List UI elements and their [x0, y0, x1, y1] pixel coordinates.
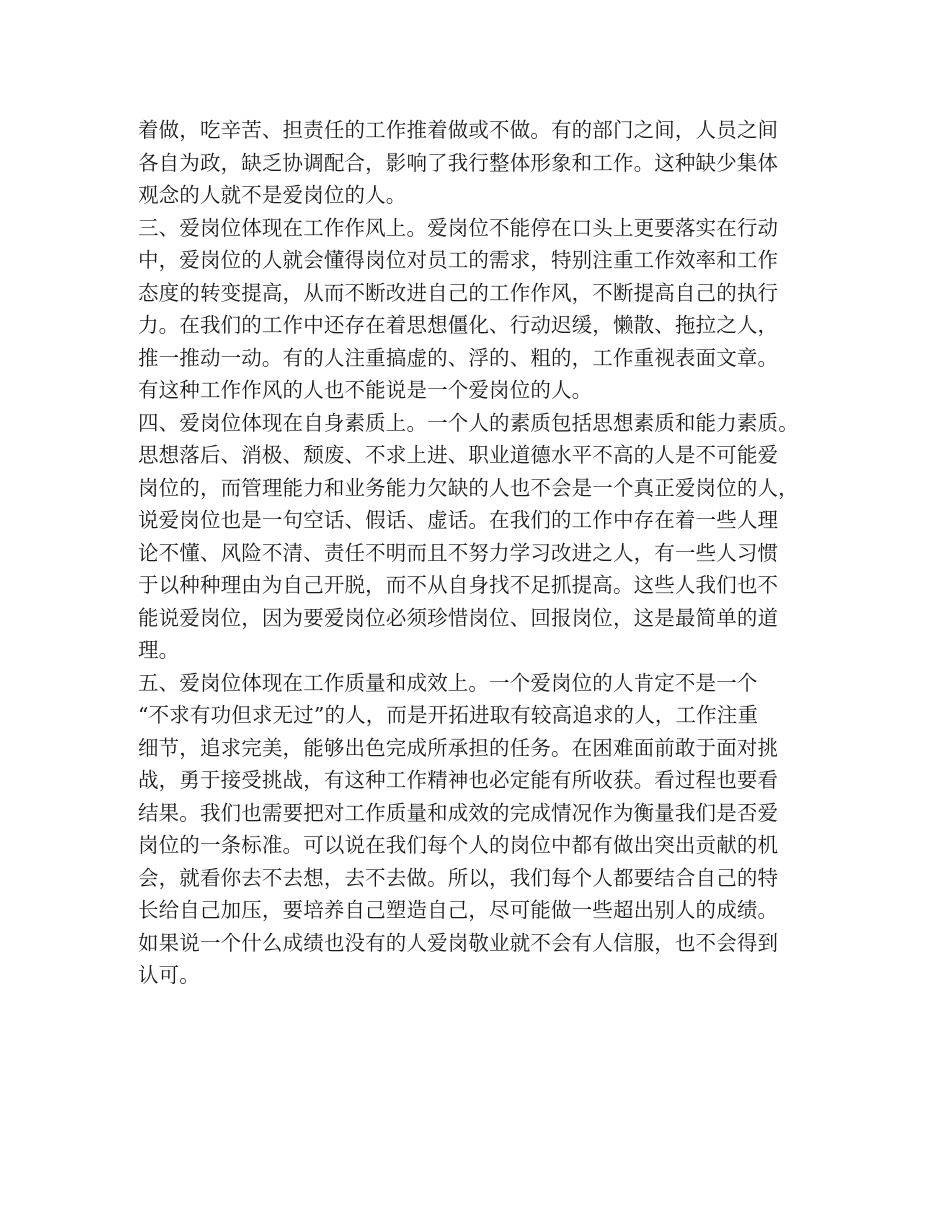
text-line: 岗位的一条标准。可以说在我们每个人的岗位中都有做出突出贡献的机: [138, 833, 779, 857]
text-line: 着做，吃辛苦、担责任的工作推着做或不做。有的部门之间，人员之间: [138, 118, 779, 142]
text-line: 认可。: [138, 963, 200, 987]
text-line: 理。: [138, 638, 180, 662]
text-line: 于以种种理由为自己开脱，而不从自身找不足抓提高。这些人我们也不: [138, 573, 779, 597]
text-line: 力。在我们的工作中还存在着思想僵化、行动迟缓，懒散、拖拉之人，: [138, 313, 779, 337]
text-line: 岗位的，而管理能力和业务能力欠缺的人也不会是一个真正爱岗位的人，: [138, 475, 799, 500]
text-line: 战，勇于接受挑战，有这种工作精神也必定能有所收获。看过程也要看: [138, 768, 779, 792]
text-line: 会，就看你去不去想，去不去做。所以，我们每个人都要结合自己的特: [138, 865, 779, 890]
text-line: 说爱岗位也是一句空话、假话、虚话。在我们的工作中存在着一些人理: [138, 508, 779, 532]
text-line: 细节，追求完美，能够出色完成所承担的任务。在困难面前敢于面对挑: [138, 735, 779, 760]
text-line: 结果。我们也需要把对工作质量和成效的完成情况作为衡量我们是否爱: [138, 800, 779, 825]
text-line: 论不懂、风险不清、责任不明而且不努力学习改进之人，有一些人习惯: [138, 540, 779, 565]
text-line: 长给自己加压，要培养自己塑造自己，尽可能做一些超出别人的成绩。: [138, 898, 779, 922]
section-five-heading-line: 五、爱岗位体现在工作质量和成效上。一个爱岗位的人肯定不是一个: [138, 670, 758, 695]
text-line: 有这种工作作风的人也不能说是一个爱岗位的人。: [138, 378, 593, 402]
text-line: 能说爱岗位，因为要爱岗位必须珍惜岗位、回报岗位，这是最简单的道: [138, 605, 779, 630]
text-line: 推一推动一动。有的人注重搞虚的、浮的、粗的，工作重视表面文章。: [138, 345, 779, 370]
text-line: 观念的人就不是爱岗位的人。: [138, 183, 407, 207]
text-line: 中，爱岗位的人就会懂得岗位对员工的需求，特别注重工作效率和工作: [138, 248, 779, 272]
text-line: 各自为政，缺乏协调配合，影响了我行整体形象和工作。这种缺少集体: [138, 150, 779, 175]
text-line: 态度的转变提高，从而不断改进自己的工作作风，不断提高自己的执行: [138, 280, 779, 305]
text-line: 如果说一个什么成绩也没有的人爱岗敬业就不会有人信服，也不会得到: [138, 930, 779, 955]
section-three-heading-line: 三、爱岗位体现在工作作风上。爱岗位不能停在口头上更要落实在行动: [138, 215, 779, 240]
section-four-heading-line: 四、爱岗位体现在自身素质上。一个人的素质包括思想素质和能力素质。: [138, 410, 799, 435]
text-line: “不求有功但求无过”的人，而是开拓进取有较高追求的人，工作注重: [138, 703, 759, 727]
body-text: [138, 114, 828, 992]
text-line: 思想落后、消极、颓废、不求上进、职业道德水平不高的人是不可能爱: [138, 443, 779, 467]
